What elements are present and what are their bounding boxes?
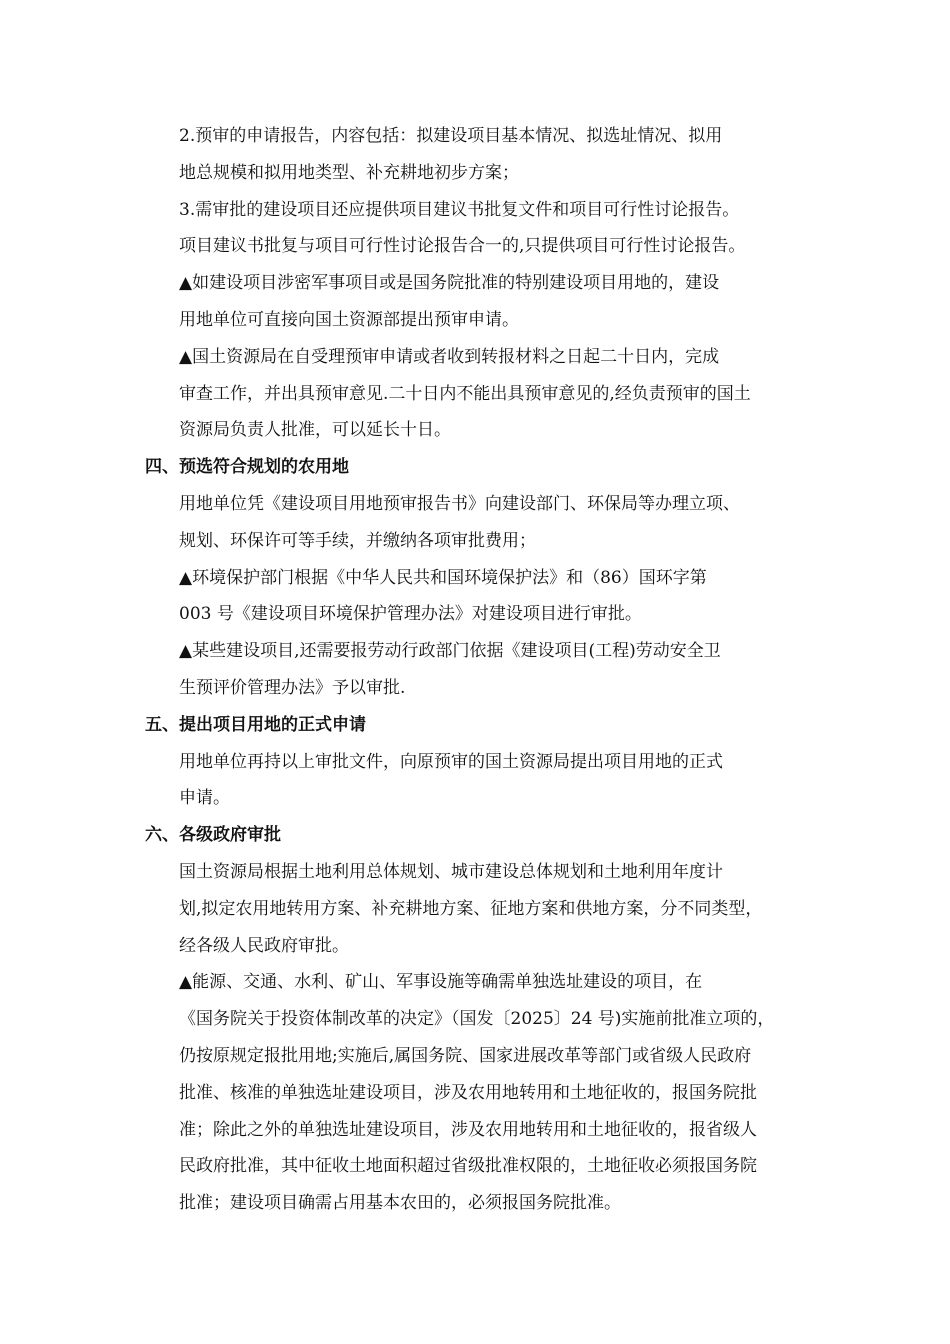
document-page xyxy=(145,118,813,1222)
text-line: 审查工作，并出具预审意见.二十日内不能出具预审意见的,经负责预审的国土 xyxy=(179,383,751,404)
text-line: 003 号《建设项目环境保护管理办法》对建设项目进行审批。 xyxy=(179,604,642,625)
paragraph-application-report xyxy=(145,118,813,192)
paragraph-review-deadline xyxy=(145,339,813,449)
text-line: 资源局负责人批准，可以延长十日。 xyxy=(179,420,451,441)
paragraph-formal-application xyxy=(145,744,813,818)
text-line: 经各级人民政府审批。 xyxy=(179,935,349,956)
section-heading-4: 四、预选符合规划的农用地 xyxy=(145,457,349,478)
text-line: 规划、环保许可等手续，并缴纳各项审批费用； xyxy=(179,530,536,551)
text-line: 生预评价管理办法》予以审批. xyxy=(179,677,406,698)
text-line: 地总规模和拟用地类型、补充耕地初步方案； xyxy=(179,162,519,183)
paragraph-labor-safety xyxy=(145,633,813,707)
text-line: 划,拟定农用地转用方案、补充耕地方案、征地方案和供地方案，分不同类型， xyxy=(179,898,763,919)
paragraph-environment xyxy=(145,560,813,634)
text-line: ▲环境保护部门根据《中华人民共和国环境保护法》和（86）国环字第 xyxy=(179,567,707,588)
section-heading-5: 五、提出项目用地的正式申请 xyxy=(145,714,366,735)
paragraph-permits xyxy=(145,486,813,560)
text-line: 国土资源局根据土地利用总体规划、城市建设总体规划和土地利用年度计 xyxy=(179,861,723,882)
text-line: ▲如建设项目涉密军事项目或是国务院批准的特别建设项目用地的，建设 xyxy=(179,273,720,294)
text-line: 用地单位再持以上审批文件，向原预审的国土资源局提出项目用地的正式 xyxy=(179,751,723,772)
paragraph-standalone-projects xyxy=(145,964,813,1222)
text-line: 申请。 xyxy=(179,788,230,809)
text-line: 项目建议书批复与项目可行性讨论报告合一的,只提供项目可行性讨论报告。 xyxy=(179,236,746,257)
text-line: 3.需审批的建设项目还应提供项目建议书批复文件和项目可行性讨论报告。 xyxy=(179,199,740,220)
paragraph-government-approval xyxy=(145,854,813,964)
text-line: 批准；建设项目确需占用基本农田的，必须报国务院批准。 xyxy=(179,1193,621,1214)
text-line: ▲能源、交通、水利、矿山、军事设施等确需单独选址建设的项目，在 xyxy=(179,972,703,993)
text-line: 2.预审的申请报告，内容包括：拟建设项目基本情况、拟选址情况、拟用 xyxy=(179,126,723,146)
paragraph-military-projects xyxy=(145,265,813,339)
section-heading-6: 六、各级政府审批 xyxy=(145,825,281,846)
paragraph-feasibility-report xyxy=(145,192,813,266)
text-line: 《国务院关于投资体制改革的决定》（国发〔2025〕24 号)实施前批准立项的， xyxy=(179,1009,775,1030)
text-line: ▲某些建设项目,还需要报劳动行政部门依据《建设项目(工程)劳动安全卫 xyxy=(179,641,721,662)
text-line: 仍按原规定报批用地;实施后,属国务院、国家进展改革等部门或省级人民政府 xyxy=(179,1045,752,1066)
text-line: 准；除此之外的单独选址建设项目，涉及农用地转用和土地征收的，报省级人 xyxy=(179,1119,757,1140)
text-line: 用地单位凭《建设项目用地预审报告书》向建设部门、环保局等办理立项、 xyxy=(179,493,740,514)
text-line: ▲国土资源局在自受理预审申请或者收到转报材料之日起二十日内，完成 xyxy=(179,346,720,367)
text-line: 用地单位可直接向国土资源部提出预审申请。 xyxy=(179,309,519,330)
text-line: 批准、核准的单独选址建设项目，涉及农用地转用和土地征收的，报国务院批 xyxy=(179,1082,757,1103)
text-line: 民政府批准，其中征收土地面积超过省级批准权限的，土地征收必须报国务院 xyxy=(179,1156,757,1177)
